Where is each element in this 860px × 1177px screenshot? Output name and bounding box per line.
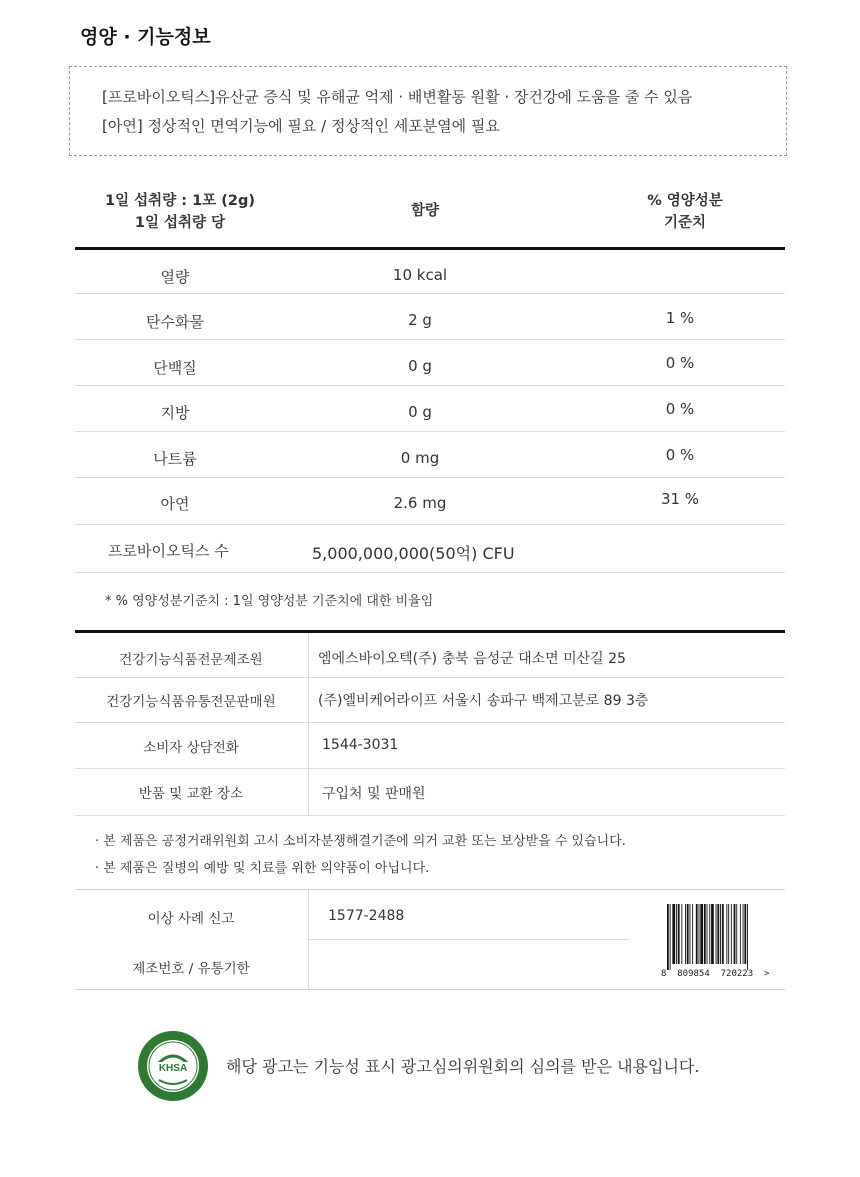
function-tag: [아연] bbox=[102, 117, 143, 135]
barcode-bar bbox=[736, 904, 737, 964]
nutrient-amount: 0 g bbox=[408, 403, 432, 421]
nutrient-pct: 1 % bbox=[665, 309, 695, 327]
functional-info-box bbox=[69, 66, 787, 156]
barcode-bar bbox=[747, 904, 748, 970]
info-top-rule bbox=[75, 630, 785, 633]
function-text: 유산균 증식 및 유해균 억제 · 배변활동 원활 · 장건강에 도움을 줄 수 있음 bbox=[215, 88, 693, 106]
row-divider bbox=[75, 572, 785, 573]
row-divider bbox=[75, 431, 785, 432]
nutrient-amount: 0 mg bbox=[400, 449, 440, 467]
report-bottom-rule bbox=[75, 989, 785, 990]
nutrient-name: 아연 bbox=[160, 495, 190, 513]
page-title: 영양 · 기능정보 bbox=[80, 26, 211, 48]
barcode-bar bbox=[672, 904, 675, 964]
pct-header-line2: 기준치 bbox=[663, 215, 707, 231]
row-divider bbox=[309, 939, 629, 940]
notice-not-medicine: · 본 제품은 질병의 예방 및 치료를 위한 의약품이 아닙니다. bbox=[95, 861, 430, 876]
table-top-rule bbox=[75, 247, 785, 250]
barcode-bar bbox=[743, 904, 744, 964]
function-tag: [프로바이오틱스] bbox=[102, 88, 216, 106]
barcode-bar bbox=[740, 904, 741, 964]
row-divider bbox=[75, 677, 785, 678]
barcode-bar bbox=[704, 904, 706, 964]
distributor-value: (주)엘비케어라이프 서울시 송파구 백제고분로 89 3층 bbox=[318, 693, 649, 709]
row-divider bbox=[75, 722, 785, 723]
manufacturer-label: 건강기능식품전문제조원 bbox=[119, 652, 263, 668]
adverse-report-label: 이상 사례 신고 bbox=[147, 911, 235, 927]
barcode-number: 8 809854 720223 > bbox=[661, 969, 770, 979]
barcode bbox=[665, 904, 777, 970]
return-place-value: 구입처 및 판매원 bbox=[322, 786, 426, 802]
nutrient-name: 탄수화물 bbox=[146, 313, 204, 331]
barcode-bar bbox=[731, 904, 732, 964]
barcode-bar bbox=[699, 904, 700, 964]
khsa-seal-icon bbox=[137, 1030, 209, 1102]
return-place-label: 반품 및 교환 장소 bbox=[138, 786, 244, 802]
nutrient-name: 단백질 bbox=[153, 359, 197, 377]
function-probiotics bbox=[102, 83, 786, 112]
nutrient-name: 나트륨 bbox=[153, 450, 197, 468]
barcode-bar bbox=[744, 904, 746, 964]
nutrient-pct: 0 % bbox=[665, 400, 695, 418]
nutrient-pct: 0 % bbox=[665, 446, 695, 464]
notice-exchange: · 본 제품은 공정거래위원회 고시 소비자분쟁해결기준에 의거 교환 또는 보상받을 수 있습니다. bbox=[95, 834, 626, 849]
report-top-rule bbox=[75, 889, 785, 890]
nutrient-amount: 2 g bbox=[408, 311, 432, 329]
nutrient-amount: 0 g bbox=[408, 357, 432, 375]
adverse-report-value: 1577-2488 bbox=[328, 908, 405, 924]
barcode-bar bbox=[716, 904, 717, 964]
nutrient-amount: 10 kcal bbox=[392, 266, 448, 284]
nutrient-name: 지방 bbox=[160, 404, 190, 422]
barcode-bar bbox=[670, 904, 671, 970]
probiotics-count-label: 프로바이오틱스 수 bbox=[108, 542, 229, 560]
barcode-bar bbox=[678, 904, 680, 964]
ad-review-statement: 해당 광고는 기능성 표시 광고심의위원회의 심의를 받은 내용입니다. bbox=[226, 1057, 700, 1076]
barcode-bar bbox=[685, 904, 686, 964]
nutrient-amount: 2.6 mg bbox=[393, 494, 447, 512]
row-divider bbox=[75, 815, 785, 816]
serving-size-label: 1일 섭취량 : 1포 (2g) bbox=[105, 193, 255, 209]
barcode-bar bbox=[728, 904, 729, 964]
barcode-bar bbox=[700, 904, 703, 964]
nutrient-pct: 31 % bbox=[660, 490, 700, 508]
function-text: 정상적인 면역기능에 필요 / 정상적인 세포분열에 필요 bbox=[147, 117, 500, 135]
barcode-bar bbox=[696, 904, 698, 964]
pct-header bbox=[600, 190, 770, 234]
barcode-bar bbox=[734, 904, 736, 964]
row-divider bbox=[75, 477, 785, 478]
amount-header: 함량 bbox=[410, 203, 439, 219]
probiotics-count-value: 5,000,000,000(50억) CFU bbox=[312, 544, 515, 563]
consumer-phone-label: 소비자 상담전화 bbox=[143, 740, 239, 756]
row-divider bbox=[75, 385, 785, 386]
barcode-bar bbox=[690, 904, 691, 964]
serving-header bbox=[90, 190, 270, 234]
pct-header-line1: % 영양성분 bbox=[647, 193, 723, 209]
barcode-bar bbox=[709, 904, 710, 964]
barcode-bar bbox=[726, 904, 727, 964]
barcode-bar bbox=[722, 904, 724, 964]
row-divider bbox=[75, 524, 785, 525]
row-divider bbox=[75, 768, 785, 769]
pct-footnote: * % 영양성분기준치 : 1일 영양성분 기준치에 대한 비율임 bbox=[105, 594, 434, 609]
nutrient-pct: 0 % bbox=[665, 354, 695, 372]
lot-expiry-label: 제조번호 / 유통기한 bbox=[132, 961, 250, 977]
column-divider bbox=[308, 633, 309, 816]
barcode-bar bbox=[717, 904, 719, 964]
barcode-bar bbox=[692, 904, 693, 964]
barcode-bar bbox=[681, 904, 682, 964]
column-divider bbox=[308, 890, 309, 990]
distributor-label: 건강기능식품유통전문판매원 bbox=[106, 694, 276, 710]
barcode-bar bbox=[667, 904, 669, 970]
barcode-bar bbox=[676, 904, 677, 964]
barcode-bar bbox=[711, 904, 714, 964]
nutrient-name: 열량 bbox=[160, 268, 190, 286]
barcode-bar bbox=[720, 904, 721, 964]
row-divider bbox=[75, 339, 785, 340]
consumer-phone-value: 1544-3031 bbox=[322, 737, 399, 753]
seal-abbr: KHSA bbox=[158, 1063, 188, 1074]
function-zinc bbox=[102, 112, 786, 141]
manufacturer-value: 엠에스바이오텍(주) 충북 음성군 대소면 미산길 25 bbox=[318, 651, 626, 667]
row-divider bbox=[75, 293, 785, 294]
barcode-bar bbox=[707, 904, 708, 964]
per-serving-label: 1일 섭취량 당 bbox=[134, 215, 226, 231]
barcode-bar bbox=[687, 904, 689, 964]
